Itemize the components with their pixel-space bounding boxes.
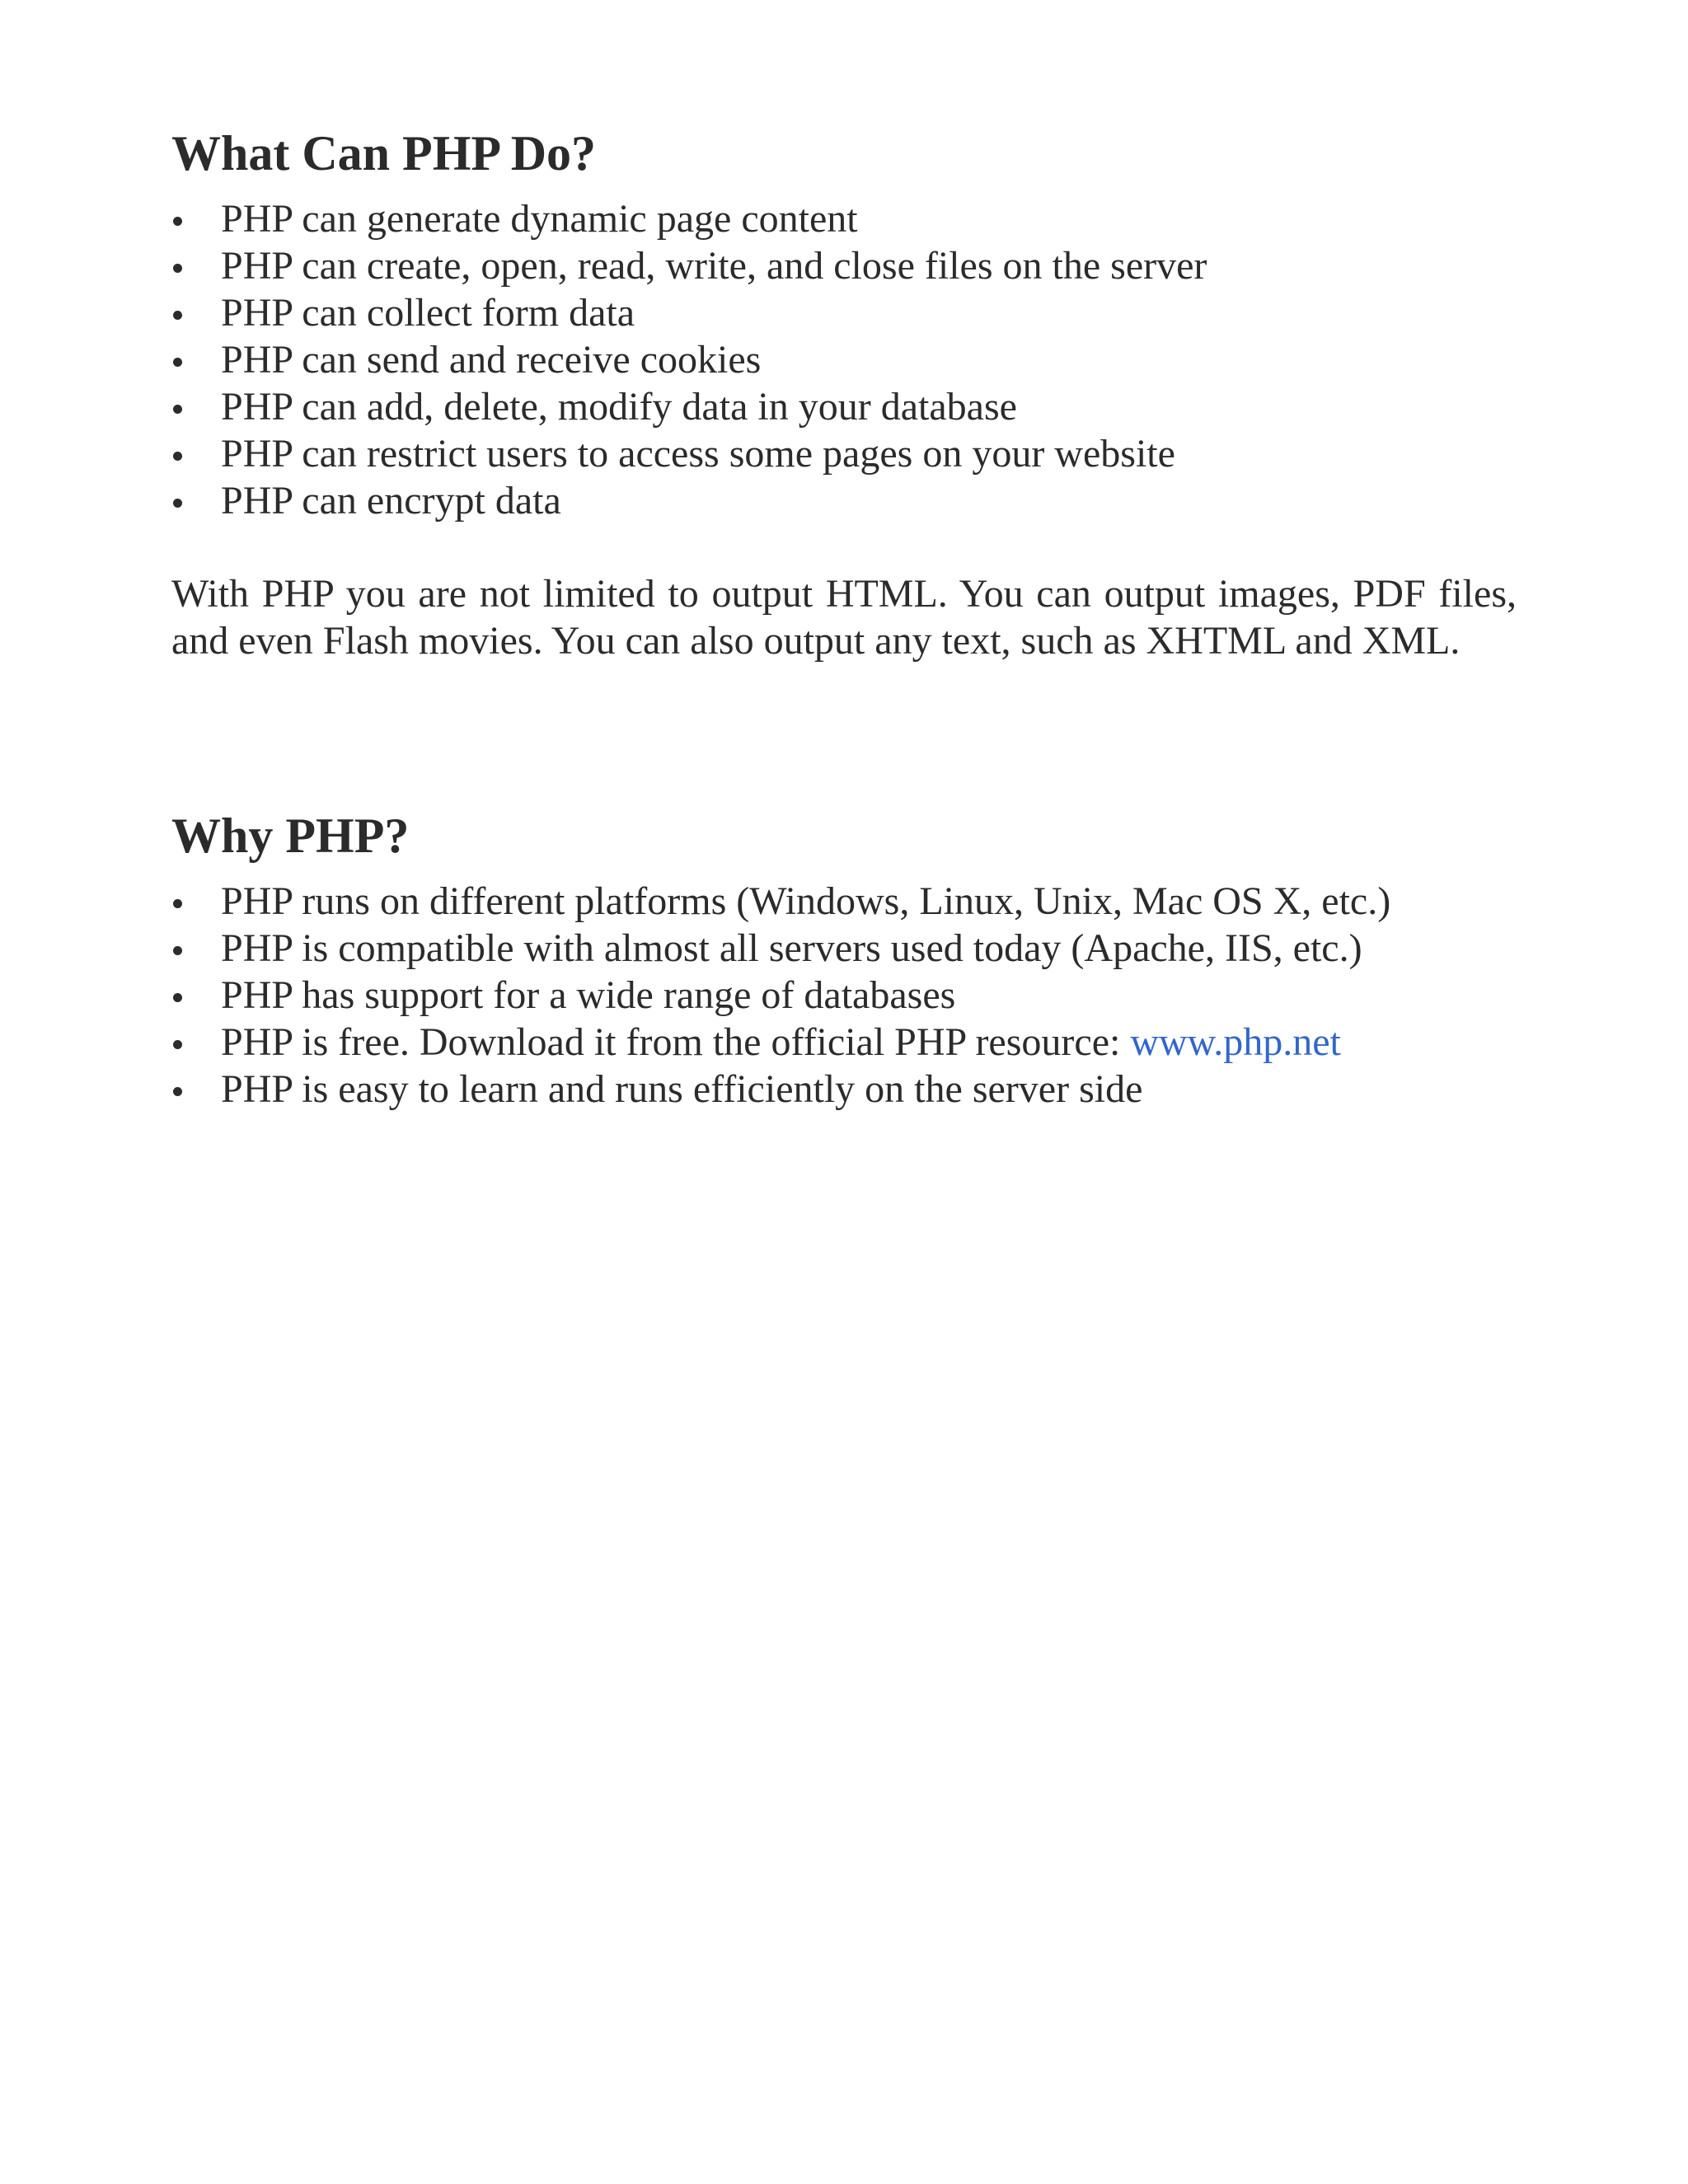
list-item-text: PHP runs on different platforms (Windows, Linux, Unix, Mac OS X, etc.) <box>221 879 1391 923</box>
list-item-text: PHP is free. Download it from the official PHP resource: <box>221 1020 1131 1064</box>
list-item-text: PHP can send and receive cookies <box>221 338 762 382</box>
bullet-icon <box>173 499 182 508</box>
list-item-text: PHP has support for a wide range of databases <box>221 973 956 1017</box>
list-item-text: PHP can collect form data <box>221 291 635 335</box>
list-item <box>171 289 1517 336</box>
bullet-icon <box>173 311 182 320</box>
bullet-icon <box>173 1040 182 1049</box>
what-can-php-do-list <box>171 195 1517 524</box>
list-item-text: PHP can generate dynamic page content <box>221 197 858 241</box>
why-php-list <box>171 878 1517 1113</box>
list-item <box>171 925 1517 972</box>
php-net-link[interactable]: www.php.net <box>1130 1020 1341 1064</box>
bullet-icon <box>173 993 182 1002</box>
list-item <box>171 477 1517 524</box>
list-item <box>171 430 1517 477</box>
list-item <box>171 1019 1517 1066</box>
bullet-icon <box>173 946 182 955</box>
list-item-text: PHP is compatible with almost all servers used today (Apache, IIS, etc.) <box>221 926 1362 970</box>
list-item <box>171 336 1517 383</box>
list-item <box>171 972 1517 1019</box>
section-why-php <box>171 796 1517 1113</box>
output-paragraph: With PHP you are not limited to output HTML. You can output images, PDF files, and even Flash movies. You can also output any text, such as XHTML and XML. <box>171 572 1517 663</box>
list-item <box>171 878 1517 925</box>
list-item <box>171 1066 1517 1113</box>
list-item-text: PHP is easy to learn and runs efficiently on the server side <box>221 1067 1143 1111</box>
bullet-icon <box>173 1087 182 1096</box>
bullet-icon <box>173 899 182 908</box>
list-item <box>171 242 1517 289</box>
section-what-can-php-do <box>171 114 1517 664</box>
heading-why-php: Why PHP? <box>171 808 410 863</box>
list-item-text: PHP can add, delete, modify data in your database <box>221 385 1017 429</box>
bullet-icon <box>173 217 182 226</box>
bullet-icon <box>173 264 182 273</box>
bullet-icon <box>173 452 182 461</box>
list-item-text: PHP can restrict users to access some pages on your website <box>221 432 1175 476</box>
list-item-text: PHP can create, open, read, write, and close files on the server <box>221 244 1207 288</box>
bullet-icon <box>173 358 182 367</box>
list-item-text: PHP can encrypt data <box>221 479 561 523</box>
list-item <box>171 195 1517 242</box>
bullet-icon <box>173 405 182 414</box>
heading-what-can-php-do: What Can PHP Do? <box>171 126 597 180</box>
list-item <box>171 383 1517 430</box>
